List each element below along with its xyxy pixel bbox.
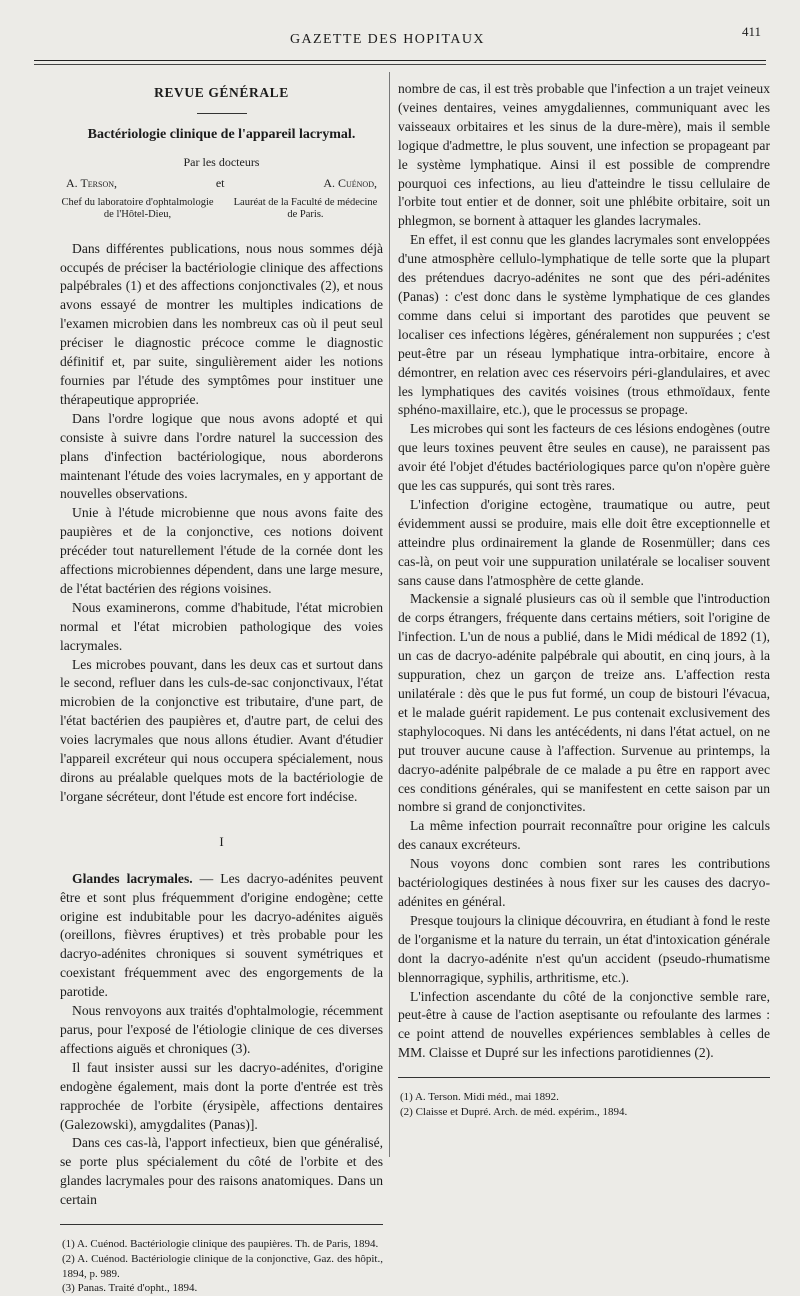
footnote: (2) Claisse et Dupré. Arch. de méd. expérim., 1894. — [400, 1105, 628, 1118]
paragraph: Il faut insister aussi sur les dacryo-adénites, d'origine endogène également, mais dont la porte d'entrée est très rapprochée de l'orbite (érysipèle, affections dentaires (Galezowski), amygdalites (Panas)]. — [60, 1059, 383, 1132]
left-column — [60, 84, 383, 1296]
paragraph: Dans l'ordre logique que nous avons adopté et qui consiste à suivre dans l'ordre naturel la succession des plans d'infection bactériologique, nous aborderons maintenant l'étude des voies lacrymales, en y apportant de nouvelles observations. — [60, 410, 383, 502]
paragraph: Nous examinerons, comme d'habitude, l'état microbien normal et l'état microbien pathologique des voies lacrymales. — [60, 599, 383, 653]
affiliations-row — [60, 197, 383, 222]
paragraph: Nous voyons donc combien sont rares les contributions bactériologiques destinées à nous fixer sur les causes des dacryo-adénites en général. — [398, 856, 770, 909]
paragraph: En effet, il est connu que les glandes lacrymales sont enveloppées d'une atmosphère cellulo-lymphatique de telle sorte que la plupart des prétendues dacryo-adénites ne sont que des péri-adénites (Panas) : c'est donc dans le système lymphatique de ces glandes comme dans celui si important des parotides que peuvent se localiser ces infections légères, généralement non suppurées ; c'est peut-être par un réseau lymphatique intra-orbitaire, encore à démontrer, en relation avec ces réservoirs péri-glandulaires, et avec les lymphatiques des cavités voisines (trous ethmoïdaux, fente sphéno-maxillaire, etc.), que le processus se propage. — [398, 232, 770, 418]
header-rule-secondary — [34, 64, 766, 65]
affiliation-terson: Chef du laboratoire d'ophtalmologie de l'Hôtel-Dieu, — [61, 196, 214, 221]
paragraph-text: — Les dacryo-adénites peuvent être et sont plus fréquemment d'origine endogène; cette origine est indubitable pour les dacryo-adénites aiguës (oreillons, fièvres éruptives) et très probable pour les dacryo-adénites chroniques si souvent symétriques et coexistant fréquemment avec des engorgements de la parotide. — [60, 870, 383, 1000]
paragraph: Dans ces cas-là, l'apport infectieux, bien que généralisé, se porte plus spécialement du côté de l'orbite et des glandes lacrymales pour des raisons anatomiques. Dans un certain — [60, 1135, 383, 1208]
section-numeral: I — [219, 833, 224, 849]
footnote: (2) A. Cuénod. Bactériologie clinique de la conjonctive, Gaz. des hôpit., 1894, p. 989. — [62, 1252, 383, 1280]
page-header — [0, 24, 800, 54]
byline-intro: Par les docteurs — [183, 154, 260, 169]
header-rule — [34, 60, 766, 61]
right-column — [398, 80, 770, 1120]
column-divider — [389, 72, 390, 1157]
author-terson: A. Terson, — [66, 175, 118, 190]
footnote-rule — [398, 1077, 770, 1078]
footnote: (1) A. Cuénod. Bactériologie clinique des paupières. Th. de Paris, 1894. — [62, 1238, 379, 1251]
paragraph: La même infection pourrait reconnaître pour origine les calculs des canaux excréteurs. — [398, 818, 770, 853]
title-rule — [197, 113, 247, 114]
page-number: 411 — [742, 24, 762, 39]
paragraph: Dans différentes publications, nous nous sommes déjà occupés de préciser la bactériologie clinique des affections palpébrales (1) et des affections conjonctivales (2), et nous avons essayé de montrer les multiples indications de l'examen microbien dans les nombreux cas où il peut seul préciser le diagnostic précoce comme le diagnostic définitif et, par suite, singulièrement aider les notions fournies par l'étude des symptômes pour instituer une thérapeutique appropriée. — [60, 240, 383, 407]
paragraph: Mackensie a signalé plusieurs cas où il semble que l'introduction de corps étrangers, fréquente dans certains métiers, soit l'origine de l'infection. L'un de nous a publié, dans le Midi médical de 1892 (1), un cas de dacryo-adénite palpébrale qui aboutit, en cinq jours, à la suppuration, chez un garçon de treize ans. L'affection resta unilatérale : dès que le pus fut formé, un coup de bistouri l'évacua, et le malade guérit rapidement. Le pus contenait exclusivement des staphylocoques. Ni dans les antécédents, ni dans l'état actuel, on ne put trouver aucune cause à l'affection. Survenue au printemps, la dacryo-adénite palpébrale de ce malade a pu être en rapport avec ces conditions générales, qui se manifestent en cette saison par un nombre si grand de conjonctivites. — [398, 591, 770, 815]
subsection-heading: Glandes lacrymales. — [72, 870, 193, 886]
paragraph: Presque toujours la clinique découvrira, en étudiant à fond le reste de l'organisme et la nature du terrain, un état d'intoxication générale dont la dacryo-adénite n'est qu'un accident (pseudo-rhumatisme blennorragique, syphilis, arthritisme, etc.). — [398, 912, 770, 985]
section-title: REVUE GÉNÉRALE — [154, 85, 289, 100]
footnote: (1) A. Terson. Midi méd., mai 1892. — [400, 1091, 559, 1104]
paragraph: Les microbes qui sont les facteurs de ces lésions endogènes (outre que leurs toxines peuvent être seules en cause), ne paraissent pas avoir été l'objet d'études bactériologiques parce qu'on n'opère guère que les cas suppurés, qui sont très rares. — [398, 421, 770, 494]
author-cuenod: A. Cuénod, — [323, 175, 377, 190]
paragraph: nombre de cas, il est très probable que l'infection a un trajet veineux (veines dentaires, veines amygdaliennes, communiquant avec les vaisseaux orbitaires et les sinus de la dure-mère), mais il semble logique d'admettre, le plus souvent, une infection se propageant par le système lymphatique. Ainsi il est possible de comprendre pourquoi ces infections, au lieu d'atteindre le tissu cellulaire de l'orbite tout entier et de donner, soit une phlébite orbitaire, soit un phlegmon, se bornent à attaquer les glandes lacrymales. — [398, 81, 770, 229]
paragraph: Unie à l'étude microbienne que nous avons faite des paupières et de la conjonctive, ces notions doivent précéder tout naturellement l'étude de la cornée dont les affections microbiennes dépendent, dans une large mesure, de l'état bactérien des régions voisines. — [60, 505, 383, 596]
paragraph: Nous renvoyons aux traités d'ophtalmologie, récemment parus, pour l'exposé de l'étiologie clinique de ces diverses affections aiguës et chroniques (3). — [60, 1003, 383, 1056]
journal-title: GAZETTE DES HOPITAUX — [290, 32, 485, 47]
paragraph: L'infection d'origine ectogène, traumatique ou autre, peut évidemment aussi se produire, mais elle doit être exceptionnelle et atteindre plus ordinairement la glande de Rosenmüller; dans ces cas-là, on peut voir une suppuration unilatérale se localiser souvent sans cause dans l'atmosphère de cette glande. — [398, 496, 770, 588]
paragraph: L'infection ascendante du côté de la conjonctive semble rare, peut-être à cause de l'action aseptisante ou refoulante des larmes : ce point attend de nouvelles expériences semblables à celles de MM. Claisse et Dupré sur les infections parotidiennes (2). — [398, 988, 770, 1061]
paragraph: Les microbes pouvant, dans les deux cas et surtout dans le second, refluer dans les culs-de-sac conjonctivaux, l'état microbien de la conjonctive est tributaire, d'une part, de l'état bactérien des paupières et, d'autre part, de celui des voies lacrymales que nous allons étudier. Avant d'étudier l'appareil excréteur qui nous occupera spécialement, nous dirons au préalable quelques mots de la bactériologie de l'organe sécréteur, dont l'étude est encore fort indécise. — [60, 656, 383, 804]
paragraph-glandes — [60, 870, 383, 1002]
authors-row — [60, 174, 383, 193]
footnote: (3) Panas. Traité d'opht., 1894. — [62, 1282, 198, 1295]
author-conjunction: et — [215, 175, 225, 190]
affiliation-cuenod: Lauréat de la Faculté de médecine de Paris. — [233, 196, 378, 221]
article-title: Bactériologie clinique de l'appareil lacrymal. — [87, 126, 356, 142]
footnote-rule — [60, 1224, 383, 1225]
